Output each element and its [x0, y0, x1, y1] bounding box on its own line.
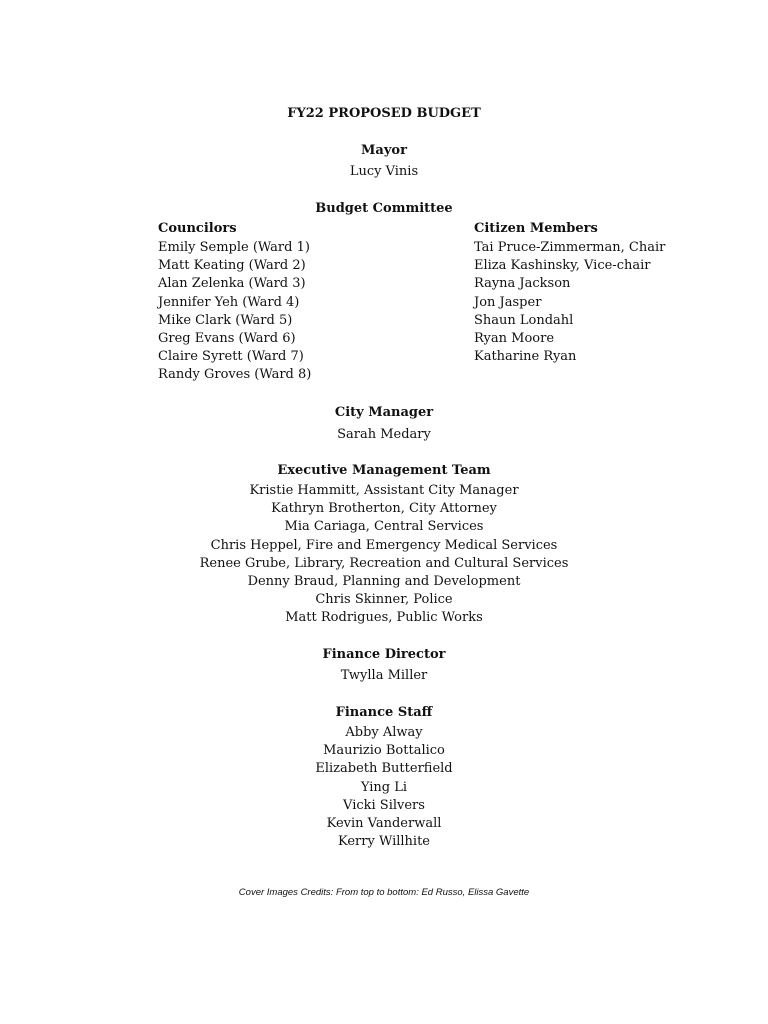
executive-member-item: Denny Braud, Planning and Development: [247, 574, 521, 590]
citizen-member-item: Tai Pruce-Zimmerman, Chair: [474, 240, 666, 255]
councilor-item: Randy Groves (Ward 8): [158, 367, 312, 383]
finance-staff-item: Maurizio Bottalico: [323, 743, 445, 759]
executive-member-item: Chris Skinner, Police: [315, 592, 453, 608]
finance-staff-item: Ying Li: [360, 779, 408, 795]
citizen-members-list: [474, 239, 665, 366]
mayor-heading: Mayor: [361, 143, 407, 158]
executive-member-item: Mia Cariaga, Central Services: [284, 519, 484, 535]
councilor-item: Jennifer Yeh (Ward 4): [158, 294, 300, 310]
mayor-name: Lucy Vinis: [349, 164, 419, 179]
finance-staff-heading: Finance Staff: [335, 705, 433, 720]
budget-committee-heading: Budget Committee: [315, 201, 453, 216]
finance-staff-item: Elizabeth Butterfield: [315, 761, 453, 777]
city-manager-name: Sarah Medary: [337, 427, 431, 442]
councilor-item: Alan Zelenka (Ward 3): [158, 276, 306, 292]
councilors-column: [158, 219, 311, 385]
executive-team-list: [0, 482, 768, 628]
document-title: FY22 PROPOSED BUDGET: [287, 106, 481, 121]
finance-director-heading: Finance Director: [322, 647, 446, 662]
executive-team-section: [0, 462, 768, 628]
citizen-member-item: Shaun Londahl: [474, 312, 574, 328]
executive-team-heading: Executive Management Team: [277, 463, 491, 478]
finance-staff-item: Vicki Silvers: [343, 797, 425, 813]
finance-staff-item: Abby Alway: [345, 725, 423, 740]
budget-committee-heading-block: [0, 200, 768, 218]
councilors-heading: Councilors: [158, 221, 237, 236]
citizen-members-column: [474, 219, 665, 366]
executive-member-item: Renee Grube, Library, Recreation and Cultural Services: [199, 555, 569, 571]
city-manager-heading: City Manager: [334, 405, 434, 420]
citizen-member-item: Katharine Ryan: [474, 349, 577, 365]
finance-staff-list: [0, 724, 768, 851]
finance-staff-section: [0, 704, 768, 851]
citizen-member-item: Ryan Moore: [474, 331, 555, 347]
citizen-member-item: Eliza Kashinsky, Vice-chair: [474, 258, 651, 274]
city-manager-section: [0, 404, 768, 444]
councilors-list: [158, 239, 311, 385]
councilor-item: Mike Clark (Ward 5): [158, 312, 293, 328]
councilor-item: Matt Keating (Ward 2): [158, 258, 306, 274]
councilor-item: Claire Syrett (Ward 7): [158, 349, 304, 365]
finance-director-section: [0, 646, 768, 685]
executive-member-item: Kathryn Brotherton, City Attorney: [271, 501, 497, 517]
cover-image-credits: Cover Images Credits: From top to bottom: Ed Russo, Elissa Gavette: [238, 887, 530, 898]
citizen-members-heading: Citizen Members: [474, 221, 598, 236]
citizen-member-item: Jon Jasper: [474, 294, 542, 310]
councilor-item: Greg Evans (Ward 6): [158, 331, 296, 347]
councilor-item: Emily Semple (Ward 1): [158, 240, 310, 255]
finance-staff-item: Kerry Willhite: [337, 834, 430, 850]
executive-member-item: Chris Heppel, Fire and Emergency Medical Services: [210, 537, 558, 553]
executive-member-item: Matt Rodrigues, Public Works: [285, 610, 483, 626]
finance-director-name: Twylla Miller: [340, 668, 428, 683]
mayor-section: [0, 142, 768, 181]
citizen-member-item: Rayna Jackson: [474, 276, 571, 292]
finance-staff-item: Kevin Vanderwall: [326, 816, 442, 832]
title-block: [0, 105, 768, 123]
executive-member-item: Kristie Hammitt, Assistant City Manager: [249, 483, 519, 498]
